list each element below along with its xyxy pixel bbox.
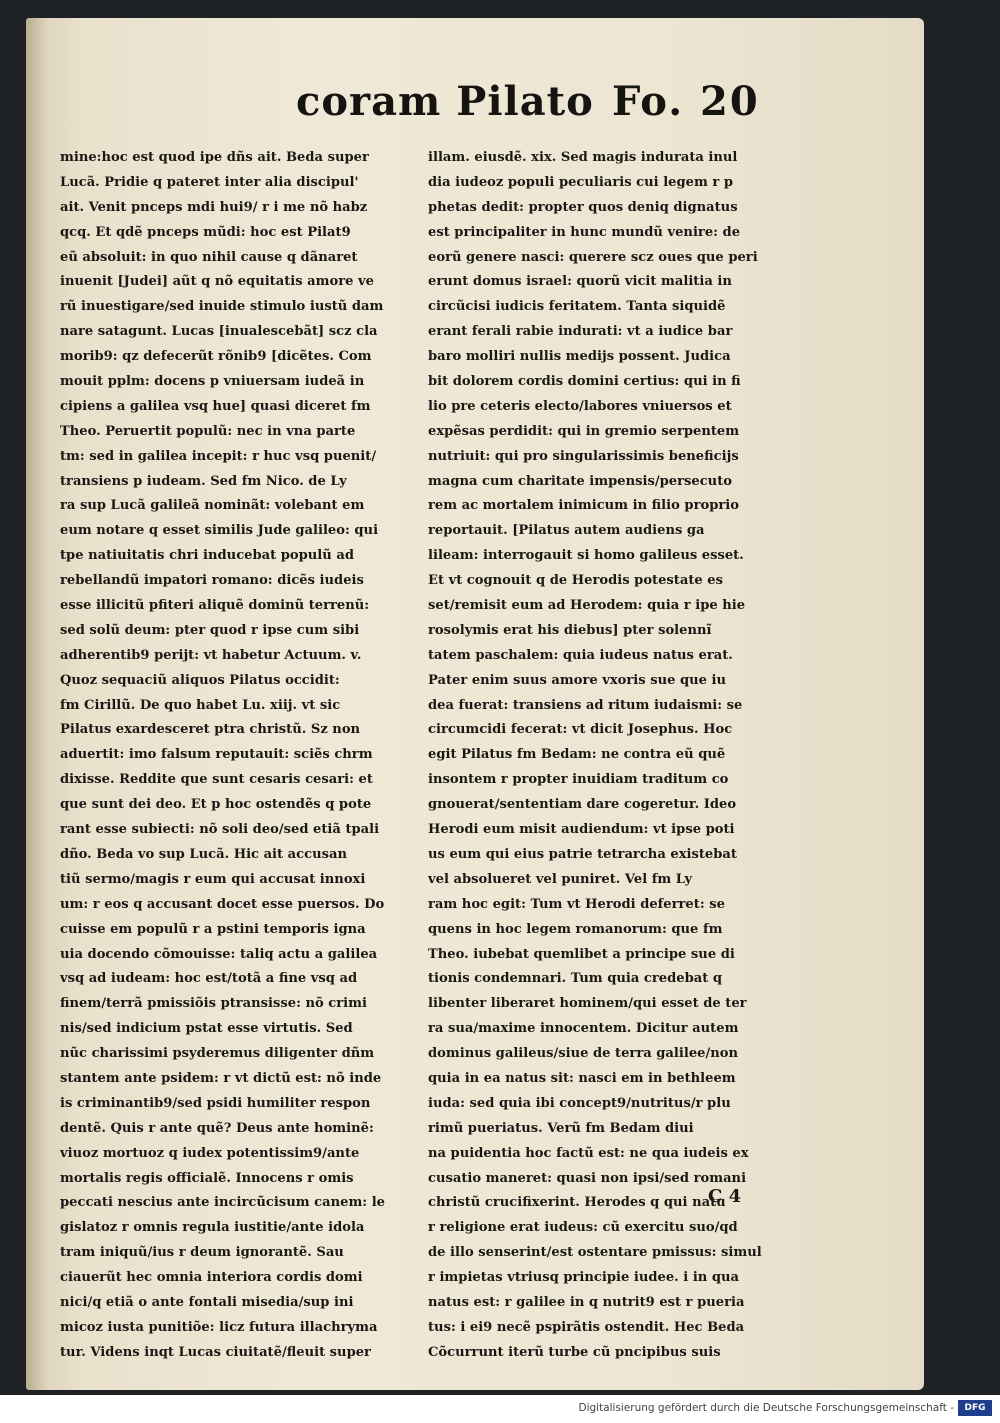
text-line: insontem r propter inuidiam traditum co [428,772,729,788]
text-line: esse illicitũ pfiteri aliquẽ dominũ terrenũ: [60,598,370,614]
text-line: lio pre ceteris electo/labores vniuersos et [428,398,732,414]
text-line: reportauit. [Pilatus autem audiens ga [428,523,705,539]
text-line: bit dolorem cordis domini certius: qui in fi [428,374,741,390]
text-line: eum notare q esset similis Jude galileo: qui [60,523,379,539]
folio-number: Fo. 20 [612,78,760,125]
text-line: nũc charissimi psyderemus diligenter dñm [60,1046,375,1062]
text-line: morib9: qz defecerũt rõnib9 [dicẽtes. Com [60,349,372,365]
text-line: Cõcurrunt iterũ turbe cũ pncipibus suis [428,1344,721,1360]
text-line: tur. Videns inqt Lucas ciuitatẽ/fleuit super [60,1344,371,1360]
text-line: dixisse. Reddite que sunt cesaris cesari: et [60,772,373,788]
text-line: baro molliri nullis medijs possent. Judica [428,349,731,365]
text-line: viuoz mortuoz q iudex potentissim9/ante [60,1145,360,1161]
text-line: dea fuerat: transiens ad ritum iudaismi: se [428,697,743,713]
text-line: Theo. iubebat quemlibet a principe sue di [428,946,735,962]
text-line: de illo senserint/est ostentare pmissus: simul [428,1245,762,1261]
text-line: vsq ad iudeam: hoc est/totã a fine vsq ad [60,971,358,987]
text-line: vel absolueret vel puniret. Vel fm Ly [428,871,693,887]
text-line: micoz iusta punitiõe: licz futura illachryma [60,1319,378,1335]
text-line: illam. eiusdẽ. xix. Sed magis indurata inul [428,150,738,165]
text-column-left [60,146,424,1366]
text-line: mortalis regis officialẽ. Innocens r omis [60,1170,354,1186]
text-line: tiũ sermo/magis r eum qui accusat innoxi [60,871,366,887]
text-line: lileam: interrogauit si homo galileus esset. [428,548,744,564]
text-line: Theo. Peruertit populũ: nec in vna parte [60,423,356,439]
text-line: tus: i ei9 necẽ pspirãtis ostendit. Hec Beda [428,1319,745,1335]
text-line: tram iniquũ/ius r deum ignorantẽ. Sau [60,1245,344,1261]
text-line: rant esse subiecti: nõ soli deo/sed etiã tpali [60,822,380,838]
text-line: circumcidi fecerat: vt dicit Josephus. Hoc [428,722,733,738]
text-line: ciauerũt hec omnia interiora cordis domi [60,1270,363,1286]
text-line: iuda: sed quia ibi concept9/nutritus/r plu [428,1095,731,1111]
text-line: cipiens a galilea vsq hue] quasi diceret fm [60,398,371,414]
text-line: uia docendo cõmouisse: taliq actu a galilea [60,946,378,962]
text-line: libenter liberaret hominem/qui esset de ter [428,996,747,1012]
text-line: na puidentia hoc factũ est: ne qua iudeis ex [428,1145,749,1161]
text-line: tpe natiuitatis chri inducebat populũ ad [60,548,354,564]
text-line: peccati nescius ante incircũcisum canem: le [60,1195,385,1211]
text-line: erant ferali rabie indurati: vt a iudice bar [428,324,733,340]
text-line: stantem ante psidem: r vt dictũ est: nõ inde [60,1070,382,1086]
text-line: rimũ pueriatus. Verũ fm Bedam diui [428,1120,694,1136]
text-line: dentẽ. Quis r ante quẽ? Deus ante hominẽ: [60,1120,374,1136]
text-line: magna cum charitate impensis/persecuto [428,473,732,489]
text-line: egit Pilatus fm Bedam: ne contra eũ quẽ [428,747,726,763]
text-line: mouit pplm: docens p vniuersam iudeã in [60,374,365,390]
text-line: dominus galileus/siue de terra galilee/non [428,1046,739,1062]
text-line: nutriuit: qui pro singularissimis beneficijs [428,448,739,464]
text-line: quens in hoc legem romanorum: que fm [428,921,723,937]
text-line: fm Cirillũ. De quo habet Lu. xiij. vt sic [60,697,341,713]
text-line: set/remisit eum ad Herodem: quia r ipe hie [428,598,746,614]
text-line: r impietas vtriusq principie iudee. i in qua [428,1270,740,1286]
footer-bar [0,1395,1000,1423]
text-line: ra sua/maxime innocentem. Dicitur autem [428,1021,739,1037]
text-line: eorũ genere nasci: querere scz oues que peri [428,249,758,265]
text-line: is criminantib9/sed psidi humiliter respon [60,1095,371,1111]
funding-credit: Digitalisierung gefördert durch die Deutsche Forschungsgemeinschaft - [578,1402,954,1414]
text-line: dño. Beda vo sup Lucã. Hic ait accusan [60,846,347,862]
text-line: tionis condemnari. Tum quia credebat q [428,971,722,987]
text-line: cusatio maneret: quasi non ipsi/sed romani [428,1170,747,1186]
text-line: adherentib9 perijt: vt habetur Actuum. v. [60,647,362,663]
text-line: inuenit [Judei] aũt q nõ equitatis amore ve [60,274,374,290]
text-line: ait. Venit pnceps mdi hui9/ r i me nõ habz [60,199,368,215]
text-line: est principaliter in hunc mundũ venire: de [428,224,741,240]
text-line: rũ inuestigare/sed inuide stimulo iustũ dam [60,299,384,315]
text-line: Quoz sequaciũ aliquos Pilatus occidit: [60,672,340,688]
text-line: que sunt dei deo. Et p hoc ostendẽs q pote [60,797,372,813]
signature-mark: C 4 [708,1186,742,1207]
text-line: rem ac mortalem inimicum in filio proprio [428,498,739,514]
text-line: us eum qui eius patrie tetrarcha existebat [428,846,737,862]
dfg-logo: DFG [958,1400,992,1416]
text-line: aduertit: imo falsum reputauit: sciẽs chrm [60,747,373,763]
text-line: finem/terrã pmissiõis ptransisse: nõ crimi [60,996,367,1012]
text-line: um: r eos q accusant docet esse puersos. Do [60,896,385,912]
text-line: gnouerat/sententiam dare cogeretur. Ideo [428,797,737,813]
text-line: quia in ea natus sit: nasci em in bethleem [428,1070,736,1086]
text-line: rosolymis erat his diebus] pter solennĩ [428,622,712,638]
text-line: phetas dedit: propter quos deniq dignatus [428,199,738,215]
text-line: ram hoc egit: Tum vt Herodi deferret: se [428,896,725,912]
text-line: circũcisi iudicis feritatem. Tanta siquidẽ [428,299,726,315]
text-line: nare satagunt. Lucas [inualescebãt] scz cla [60,324,378,340]
page-gutter [26,18,50,1390]
text-line: tatem paschalem: quia iudeus natus erat. [428,647,733,663]
text-line: nici/q etiã o ante fontali misedia/sup ini [60,1294,354,1310]
text-line: christũ crucifixerint. Herodes q qui natu [428,1195,726,1211]
text-line: transiens p iudeam. Sed fm Nico. de Ly [60,473,347,489]
text-line: eũ absoluit: in quo nihil cause q dãnaret [60,249,358,265]
text-line: Et vt cognouit q de Herodis potestate es [428,573,723,589]
book-page [26,18,924,1390]
text-line: gislatoz r omnis regula iustitie/ante idola [60,1220,365,1236]
text-line: mine:hoc est quod ipe dñs ait. Beda super [60,150,369,165]
text-line: expẽsas perdidit: qui in gremio serpentem [428,423,740,439]
text-line: qcq. Et qdẽ pnceps mũdi: hoc est Pilat9 [60,224,351,240]
text-line: r religione erat iudeus: cũ exercitu suo/qd [428,1220,738,1236]
text-line: Lucã. Pridie q pateret inter alia discipul' [60,174,359,190]
text-line: cuisse em populũ r a pstini temporis igna [60,921,366,937]
text-line: nis/sed indicium pstat esse virtutis. Sed [60,1021,353,1037]
text-line: natus est: r galilee in q nutrit9 est r pueria [428,1294,745,1310]
text-line: tm: sed in galilea incepit: r huc vsq puenit/ [60,448,377,464]
text-line: rebellandũ impatori romano: dicẽs iudeis [60,573,364,589]
text-line: Pilatus exardesceret ptra christũ. Sz non [60,722,361,738]
text-line: sed solũ deum: pter quod r ipse cum sibi [60,622,360,638]
text-column-right [428,146,800,1366]
text-line: Herodi eum misit audiendum: vt ipse poti [428,822,735,838]
text-line: dia iudeoz populi peculiaris cui legem r p [428,174,734,190]
text-line: ra sup Lucã galileã nominãt: volebant em [60,498,365,514]
text-line: erunt domus israel: quorũ vicit malitia in [428,274,732,290]
running-title: coram Pilato [296,78,594,125]
text-line: Pater enim suus amore vxoris sue que iu [428,672,727,688]
